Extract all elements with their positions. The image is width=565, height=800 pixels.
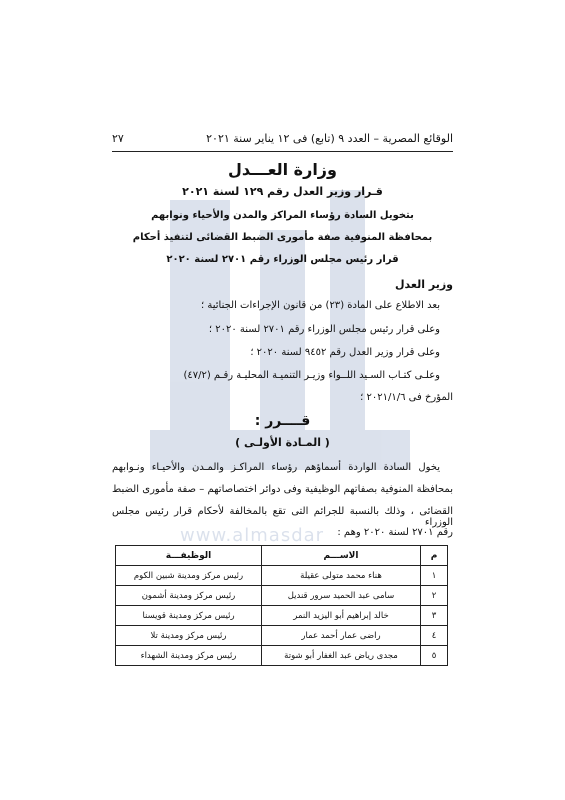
qarar-heading: قــــرر : [254,413,311,429]
watermark-url: www.almasdar [180,525,325,546]
row-position: رئيس مركز ومدينة تلا [116,626,262,646]
preamble-line: وعلـى كتـاب السـيد اللــواء وزيـر التنميـة المحليـة رقـم (٤٧/٢) [183,370,440,381]
header-rule [112,151,453,152]
row-position: رئيس مركز ومدينة أشمون [116,586,262,606]
decree-title: قـرار وزير العدل رقم ١٢٩ لسنة ٢٠٢١ [182,185,383,198]
preamble-line: المؤرخ فى ٢٠٢١/١/٦ ؛ [360,392,453,403]
row-name: خالد إبراهيم أبو اليزيد النمر [262,606,421,626]
row-number: ٢ [421,586,448,606]
row-name: سامى عبد الحميد سرور قنديل [262,586,421,606]
subject-line: قرار رئيس مجلس الوزراء رقم ٢٧٠١ لسنة ٢٠٢٠ [166,254,399,265]
row-number: ١ [421,566,448,586]
minister-label: وزير العدل [395,278,453,291]
table-row [116,626,448,646]
row-position: رئيس مركز ومدينة قويسنا [116,606,262,626]
column-header-name: الاســـم [262,546,421,566]
table-row [116,606,448,626]
row-name: راضى عمار أحمد عمار [262,626,421,646]
column-header-number: م [421,546,448,566]
article-line: يخول السادة الواردة أسماؤهم رؤساء المراكـز والمـدن والأحيـاء ونـوابهم [112,462,440,473]
ministry-title: وزارة العـــدل [228,160,337,179]
subject-line: بمحافظة المنوفية صفة مأمورى الضبط القضائى لتنفيذ أحكام [132,232,433,243]
column-header-position: الوظيفـــة [116,546,262,566]
article-title: ( المـادة الأولـى ) [235,436,330,449]
gazette-line: الوقائع المصرية – العدد ٩ (تابع) فى ١٢ يناير سنة ٢٠٢١ [206,131,453,145]
row-name: هناء محمد متولى عقيلة [262,566,421,586]
row-number: ٥ [421,646,448,666]
table-header-row [116,546,448,566]
names-table [115,545,448,666]
subject-line: بتخويل السادة رؤساء المراكز والمدن والأحياء ونوابهم [151,210,414,221]
row-number: ٣ [421,606,448,626]
preamble-line: وعلى قرار وزير العدل رقم ٩٤٥٢ لسنة ٢٠٢٠ ؛ [250,347,440,358]
table-row [116,646,448,666]
article-line: بمحافظة المنوفية بصفاتهم الوظيفية وفى دوائر اختصاصاتهم – صفة مأمورى الضبط [112,484,453,495]
table-row [116,586,448,606]
preamble-line: بعد الاطلاع على المادة (٢٣) من قانون الإجراءات الجنائية ؛ [201,300,440,311]
page-header [112,129,453,147]
article-line: رقم ٢٧٠١ لسنة ٢٠٢٠ وهم : [337,527,453,538]
row-name: مجدى رياض عبد الغفار أبو شوتة [262,646,421,666]
row-number: ٤ [421,626,448,646]
article-line: القضائى ، وذلك بالنسبة للجرائم التى تقع بالمخالفة لأحكام قرار رئيس مجلس الوزراء [112,506,453,528]
row-position: رئيس مركز ومدينة شبين الكوم [116,566,262,586]
preamble-line: وعلى قرار رئيس مجلس الوزراء رقم ٢٧٠١ لسنة ٢٠٢٠ ؛ [208,324,440,335]
row-position: رئيس مركز ومدينة الشهداء [116,646,262,666]
page-number: ٢٧ [112,131,124,145]
table-row [116,566,448,586]
